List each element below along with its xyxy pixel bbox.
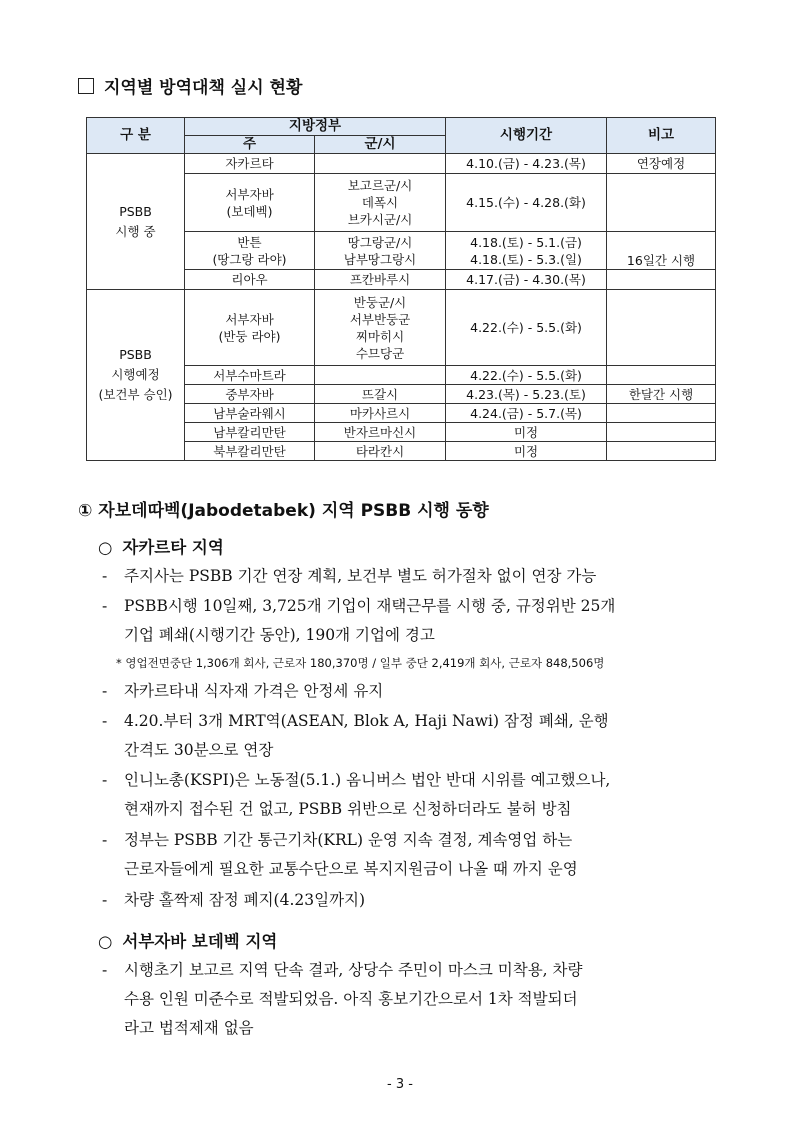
cell-county: 마카사르시 <box>315 404 446 423</box>
header-province: 주 <box>185 136 315 154</box>
cell-period: 4.18.(토) - 5.1.(금) 4.18.(토) - 5.3.(일) <box>446 232 607 270</box>
list-item-text: 시행초기 보고르 지역 단속 결과, 상당수 주민이 마스크 미착용, 차량 수용 인원 미준수로 적발되었음. 아직 홍보기간으로서 1차 적발되더 라고 법적제재 없음 <box>124 961 583 1037</box>
cell-period: 4.22.(수) - 5.5.(화) <box>446 366 607 385</box>
cell-province: 서부자바 (보데벡) <box>185 174 315 232</box>
list-item <box>102 826 732 884</box>
section-title: 지역별 방역대책 실시 현황 <box>78 73 302 98</box>
cell-province: 남부칼리만탄 <box>185 423 315 442</box>
cell-period: 4.15.(수) - 4.28.(화) <box>446 174 607 232</box>
cell-period: 미정 <box>446 423 607 442</box>
list-item <box>102 562 732 591</box>
quarantine-status-table <box>86 117 716 461</box>
cell-period: 미정 <box>446 442 607 461</box>
dash-bullet: - <box>102 771 108 789</box>
dash-bullet: - <box>102 682 108 700</box>
group-label-planned: PSBB 시행예정 (보건부 승인) <box>87 290 185 461</box>
cell-county: 보고르군/시 데폭시 브카시군/시 <box>315 174 446 232</box>
cell-county: 뜨갈시 <box>315 385 446 404</box>
cell-period: 4.24.(금) - 5.7.(목) <box>446 404 607 423</box>
header-local-gov: 지방정부 <box>185 118 446 136</box>
dash-bullet: - <box>102 597 108 615</box>
header-county: 군/시 <box>315 136 446 154</box>
checkbox-square-icon <box>78 78 94 94</box>
cell-county <box>315 154 446 174</box>
cell-remark: 16일간 시행 <box>607 232 716 270</box>
footnote: * 영업전면중단 1,306개 회사, 근로자 180,370명 / 일부 중단 2,419개 회사, 근로자 848,506명 <box>116 656 605 670</box>
header-remark: 비고 <box>607 118 716 154</box>
circle-bullet-icon: ○ <box>98 932 113 951</box>
cell-remark <box>607 174 716 232</box>
list-item-text: 자카르타내 식자재 가격은 안정세 유지 <box>124 682 384 700</box>
cell-province: 반튼 (땅그랑 라야) <box>185 232 315 270</box>
cell-remark <box>607 442 716 461</box>
list-item-text: 차량 홀짝제 잠정 폐지(4.23일까지) <box>124 891 366 909</box>
cell-province: 서부수마트라 <box>185 366 315 385</box>
cell-remark <box>607 423 716 442</box>
dash-bullet: - <box>102 712 108 730</box>
cell-period: 4.17.(금) - 4.30.(목) <box>446 270 607 290</box>
circle-bullet-icon: ○ <box>98 538 113 557</box>
list-item-text: 4.20.부터 3개 MRT역(ASEAN, Blok A, Haji Nawi) 잠정 폐쇄, 운행 간격도 30분으로 연장 <box>124 712 609 759</box>
list-item-text: 인니노총(KSPI)은 노동절(5.1.) 옴니버스 법안 반대 시위를 예고했으나, 현재까지 접수된 건 없고, PSBB 위반으로 신청하더라도 불허 방침 <box>124 771 611 818</box>
cell-remark: 연장예정 <box>607 154 716 174</box>
dash-bullet: - <box>102 891 108 909</box>
list-item <box>102 766 732 824</box>
cell-province: 중부자바 <box>185 385 315 404</box>
cell-county: 타라칸시 <box>315 442 446 461</box>
subheading-jakarta: ○ 자카르타 지역 <box>98 538 224 557</box>
cell-county: 반둥군/시 서부반둥군 찌마히시 수므당군 <box>315 290 446 366</box>
list-item <box>102 707 732 765</box>
heading-jabodetabek: ① 자보데따벡(Jabodetabek) 지역 PSBB 시행 동향 <box>78 501 489 521</box>
list-item <box>102 956 732 1043</box>
cell-remark <box>607 404 716 423</box>
cell-province: 서부자바 (반둥 라야) <box>185 290 315 366</box>
cell-county: 땅그랑군/시 남부땅그랑시 <box>315 232 446 270</box>
cell-remark: 한달간 시행 <box>607 385 716 404</box>
cell-county: 프칸바루시 <box>315 270 446 290</box>
page-number: - 3 - <box>387 1077 413 1092</box>
cell-province: 자카르타 <box>185 154 315 174</box>
group-label-active: PSBB 시행 중 <box>87 154 185 290</box>
cell-remark <box>607 270 716 290</box>
cell-province: 남부술라웨시 <box>185 404 315 423</box>
list-item-text: PSBB시행 10일째, 3,725개 기업이 재택근무를 시행 중, 규정위반 25개 기업 폐쇄(시행기간 동안), 190개 기업에 경고 <box>124 597 616 644</box>
cell-county: 반자르마신시 <box>315 423 446 442</box>
list-item <box>102 886 732 915</box>
list-item <box>102 677 732 706</box>
cell-province: 리아우 <box>185 270 315 290</box>
cell-period: 4.10.(금) - 4.23.(목) <box>446 154 607 174</box>
list-item <box>102 592 732 650</box>
cell-remark <box>607 290 716 366</box>
header-period: 시행기간 <box>446 118 607 154</box>
dash-bullet: - <box>102 567 108 585</box>
cell-county <box>315 366 446 385</box>
list-item-text: 주지사는 PSBB 기간 연장 계획, 보건부 별도 허가절차 없이 연장 가능 <box>124 567 597 585</box>
cell-remark <box>607 366 716 385</box>
list-item-text: 정부는 PSBB 기간 통근기차(KRL) 운영 지속 결정, 계속영업 하는 근로자들에게 필요한 교통수단으로 복지지원금이 나올 때 까지 운영 <box>124 831 578 878</box>
header-category: 구 분 <box>87 118 185 154</box>
cell-province: 북부칼리만탄 <box>185 442 315 461</box>
dash-bullet: - <box>102 831 108 849</box>
cell-period: 4.23.(목) - 5.23.(토) <box>446 385 607 404</box>
dash-bullet: - <box>102 961 108 979</box>
cell-period: 4.22.(수) - 5.5.(화) <box>446 290 607 366</box>
subheading-west-java: ○ 서부자바 보데벡 지역 <box>98 932 278 951</box>
